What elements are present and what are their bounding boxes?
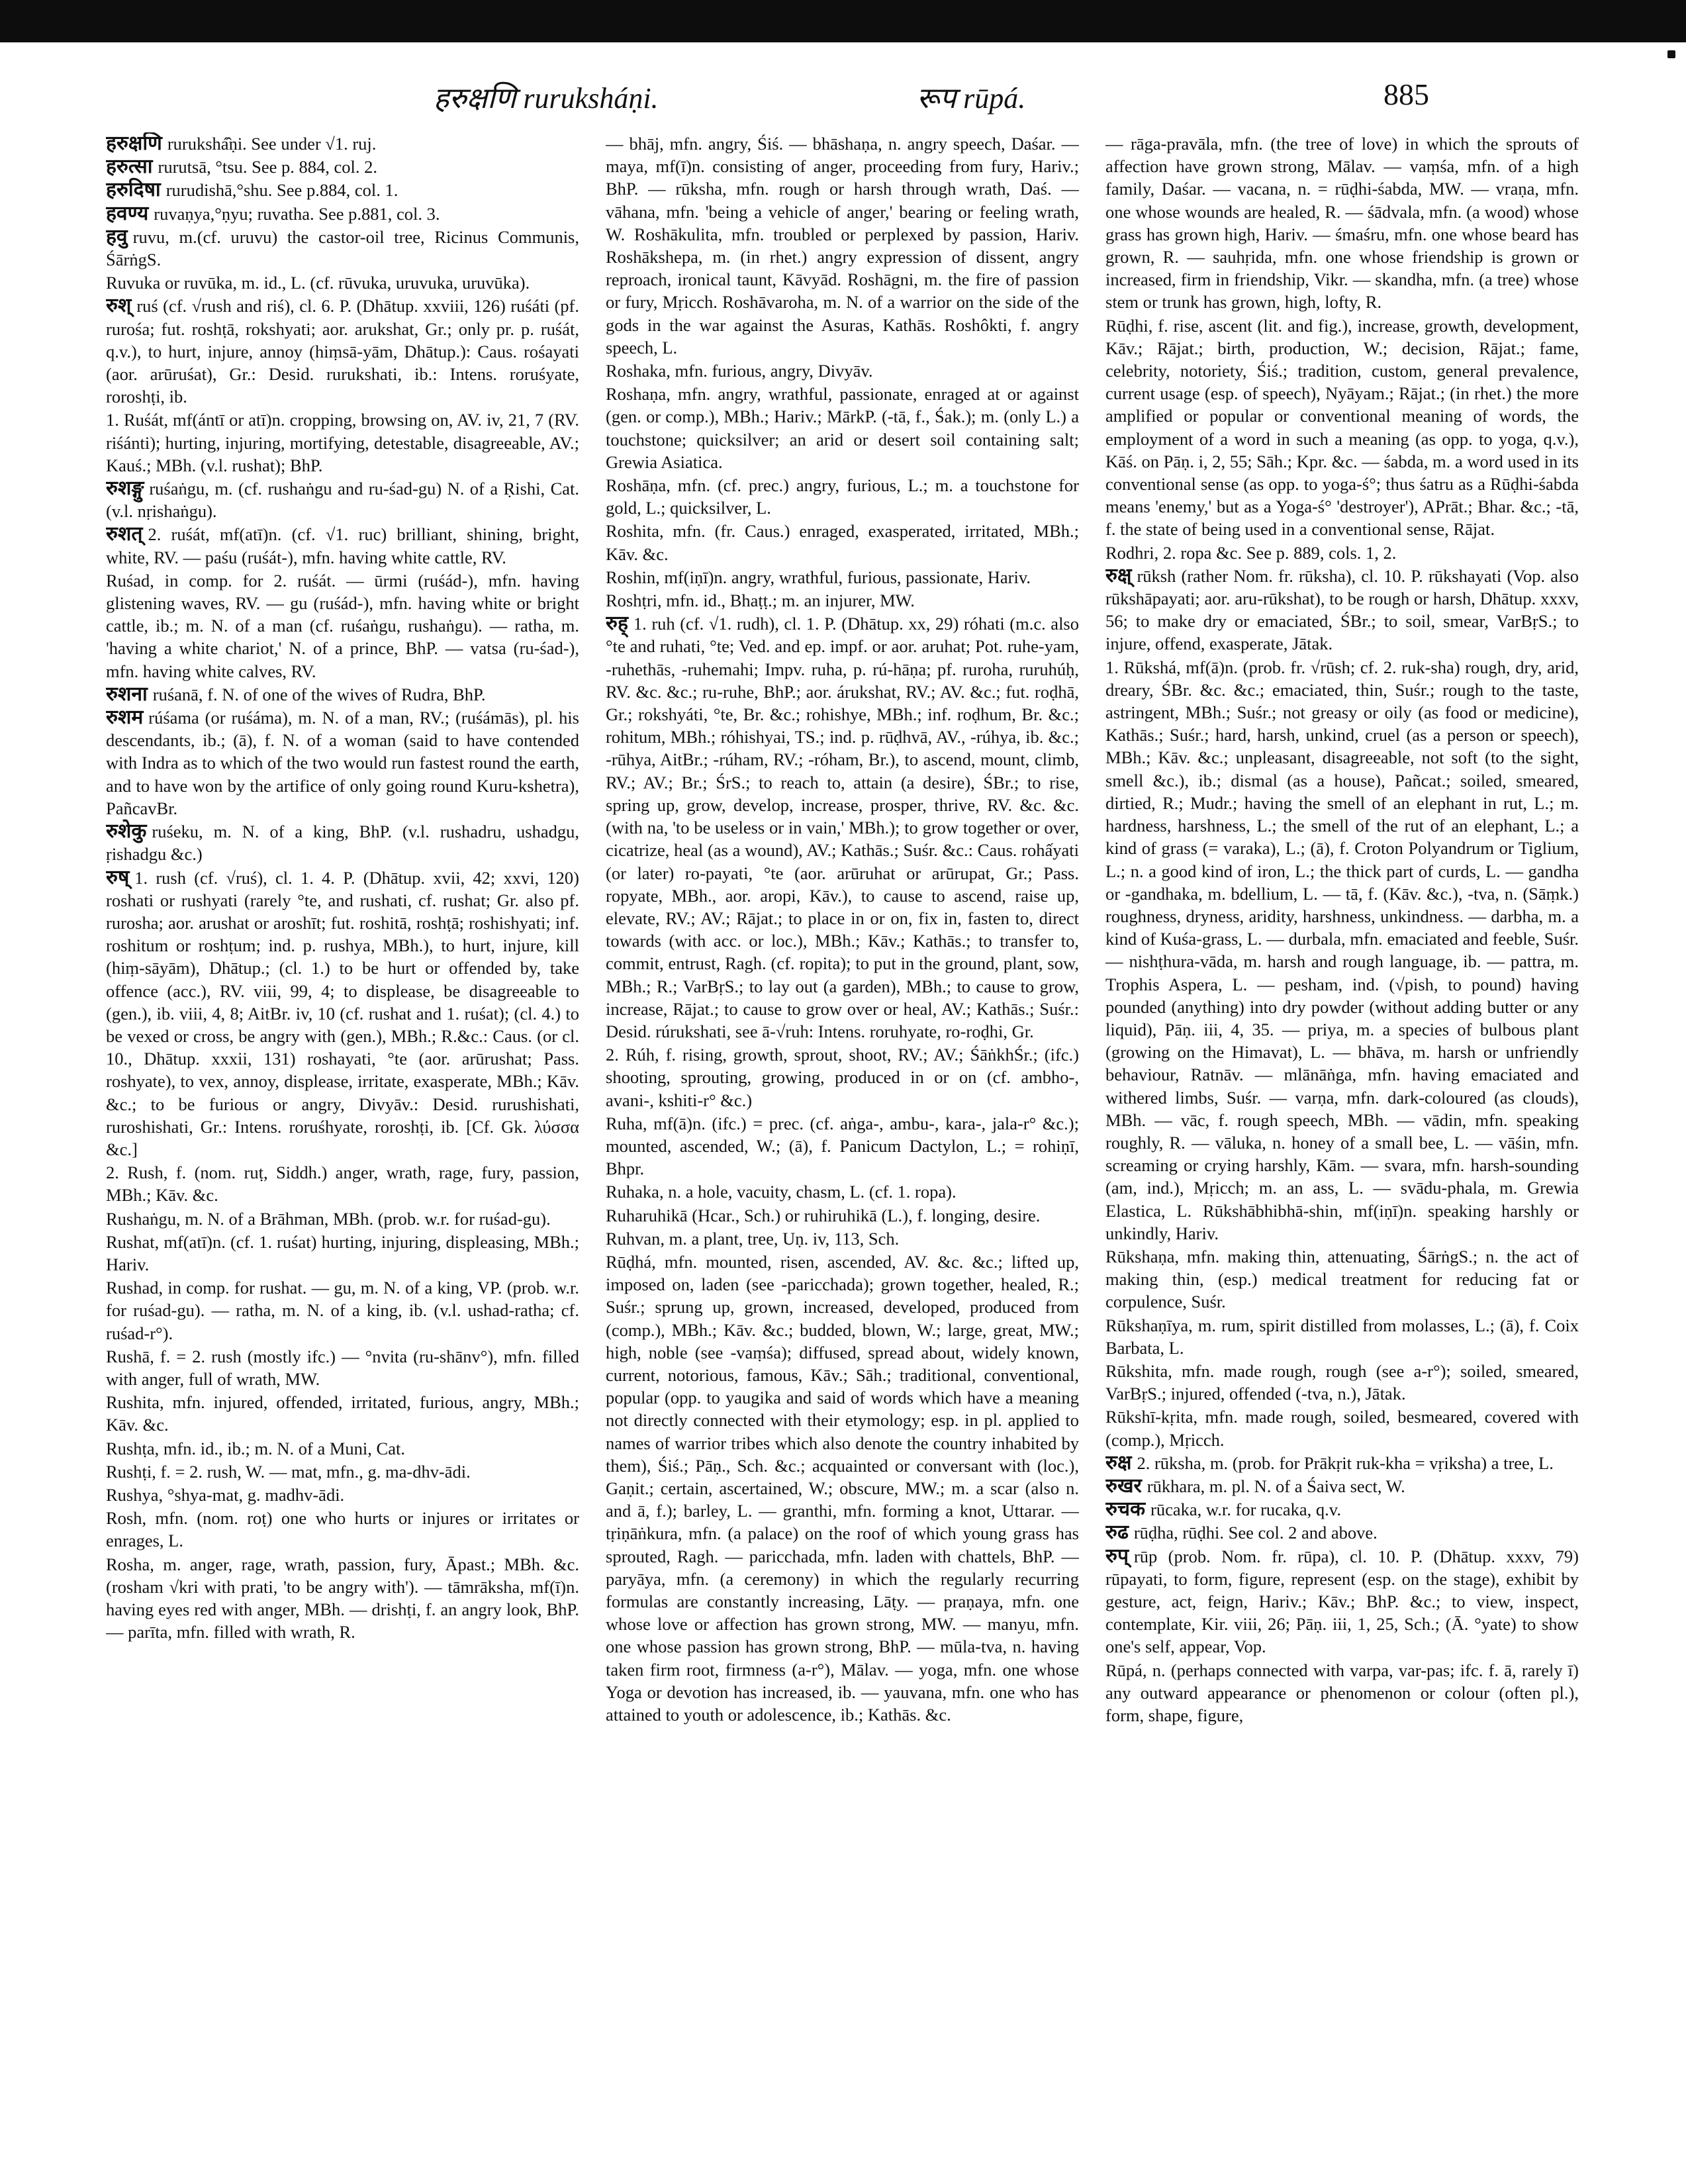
entry-text: rūksh (rather Nom. fr. rūksha), cl. 10. P. rūkshayati (Vop. also rūkshāpayati; aor. aru-rūkshat), to be rough or harsh, Dhātup. xxxv, 56; to make dry or emaciated, ŚBr.; to soil, smear, VarBṛS.; to injure, offend, exasperate, Jātak. (1105, 565, 1579, 654)
dictionary-entry (1105, 1360, 1579, 1405)
entry-text: rurudishā,°shu. See p.884, col. 1. (165, 180, 398, 201)
entry-text: Rushā, f. = 2. rush (mostly ifc.) — °nvita (ru-shānv°), mfn. filled with anger, full of wrath, MW. (106, 1346, 579, 1389)
entry-text: Rosh, mfn. (nom. roṭ) one who hurts or injures or irritates or enrages, L. (106, 1508, 579, 1551)
dictionary-entry (106, 1437, 579, 1460)
entry-headword-devanagari: रुशत् (106, 522, 143, 546)
dictionary-entry (1105, 1475, 1579, 1497)
dictionary-entry (1105, 1498, 1579, 1521)
entry-text: Rūḍhá, mfn. mounted, risen, ascended, AV. &c. &c.; lifted up, imposed on, laden (see -paricchada); grown together, healed, R.; Suśr.; sprung up, grown, increased, developed, produced from (comp.), MBh.; Kāv. &c.; budded, blown, W.; large, great, MW.; high, noble (see -vaṃśa); diffused, spread about, widely known, current, notorious, famous, Kāv.; Sāh.; traditional, conventional, popular (opp. to yaugika and said of words which have a meaning not directly connected with their etymology; esp. in pl. applied to names of warrior tribes which also denote the country inhabited by them), Śiś.; Pāṇ., Sch. &c.; acquainted or conversant with (loc.), Gaṇit.; certain, ascertained, W.; obscure, MW.; m. a scar (also n. and ā, f.); barley, L. — granthi, mfn. forming a knot, Uttarar. — tṛiṇāṅkura, mfn. (a palace) on the roof of which young grass has sprouted, Ragh. — paricchada, mfn. laden with chattels, BhP. — paryāya, mfn. (a ceremony) in which the regularly recurring formulas are constantly increasing, Lāṭy. — praṇaya, mfn. one whose love or affection has grown strong, MW. — manyu, mfn. one whose passion has grown strong, BhP. — mūla-tva, n. having taken firm root, firmness (a-r°), Mālav. — yoga, mfn. one whose Yoga or devotion has increased, ib. — yauvana, mfn. one who has attained to youth or adolescence, ib.; Kathās. &c. (606, 1251, 1079, 1725)
entry-text: rūp (prob. Nom. fr. rūpa), cl. 10. P. (Dhātup. xxxv, 79) rūpayati, to form, figure, represent (esp. on the stage), exhibit by gesture, act, feign, Hariv.; Kāv.; BhP. &c.; to view, inspect, contemplate, Kir. viii, 26; Pāṇ. iii, 1, 25, Sch.; (Ā. °yate) to show one's self, appear, Vop. (1105, 1546, 1579, 1657)
entry-headword-devanagari: रुह् (606, 612, 628, 636)
entry-text: 1. Ruśát, mf(ántī or atī)n. cropping, browsing on, AV. iv, 21, 7 (RV. riśánti); hurting, injuring, mortifying, detestable, disagreeable, AV.; Kauś.; MBh. (v.l. rushat); BhP. (106, 410, 579, 475)
dictionary-entry (1105, 1521, 1579, 1544)
dictionary-entry (106, 523, 579, 568)
dictionary-columns (106, 132, 1582, 2158)
entry-text: Rūkshaṇīya, m. rum, spirit distilled from molasses, L.; (ā), f. Coix Barbata, L. (1105, 1315, 1579, 1358)
entry-text: Roshaka, mfn. furious, angry, Divyāv. (606, 361, 873, 381)
dictionary-entry (106, 1460, 579, 1483)
entry-text: Rodhri, 2. ropa &c. See p. 889, cols. 1, 2. (1105, 542, 1397, 563)
entry-text: 1. rush (cf. √ruś), cl. 1. 4. P. (Dhātup. xvii, 42; xxvi, 120) roshati or rushyati (rarely °te, and rushati, cf. rushat; Gr. also pf. rurosha; aor. arushat or aroshīt; fut. roshitā, roshṭā; roshishyati; inf. roshitum or roshṭum; ind. p. rushya, MBh.), to hurt, injure, kill (hiṃ-sāyām), Dhātup.; (cl. 1.) to be hurt or offended by, take offence (acc.), RV. viii, 99, 4; to displease, be disagreeable to (gen.), ib. viii, 4, 8; AitBr. iv, 10 (cf. rushat and 1. ruśat); (cl. 4.) to be vexed or cross, be angry with (gen.), MBh.; R.&c.: Caus. (or cl. 10., Dhātup. xxxii, 131) roshayati, °te (aor. arūrushat; Pass. roshyate), to vex, annoy, displease, irritate, exasperate, MBh.; Kāv. &c.; to be furious or angry, Divyāv.: Desid. rurushishati, ruroshishati, Gr.: Intens. roruśhyate, roroshṭi, ib. [Cf. Gk. λύσσα &c.] (106, 867, 579, 1159)
page-number: 885 (1383, 77, 1429, 111)
entry-text: Rushat, mf(atī)n. (cf. 1. ruśat) hurting, injuring, displeasing, MBh.; Hariv. (106, 1231, 579, 1274)
dictionary-entry (1105, 1405, 1579, 1450)
dictionary-entry (1105, 1245, 1579, 1313)
entry-text: ruśanā, f. N. of one of the wives of Rudra, BhP. (152, 684, 486, 704)
entry-text: Ruśad, in comp. for 2. ruśát. — ūrmi (ruśád-), mfn. having glistening waves, RV. — gu (ruśád-), mfn. having white or bright cattle, ib.; m. N. of a man (cf. ruśaṅgu, rushaṅgu). — ratha, m. 'having a white chariot,' N. of a prince, BhP. — vatsa (ru-śad-), mfn. having white calves, RV. (106, 570, 579, 681)
dictionary-entry (1105, 1452, 1579, 1474)
dictionary-entry (606, 1251, 1079, 1726)
entry-headword-devanagari: रुशम (106, 706, 144, 730)
dictionary-entry (106, 1507, 579, 1552)
entry-text: Roshita, mfn. (fr. Caus.) enraged, exasperated, irritated, MBh.; Kāv. &c. (606, 521, 1079, 564)
dictionary-entry (106, 1484, 579, 1506)
dictionary-entry (106, 295, 579, 408)
dictionary-entry (1105, 132, 1579, 314)
entry-text: 2. rūksha, m. (prob. for Prākṛit ruk-kha = vṛiksha) a tree, L. (1137, 1452, 1554, 1473)
dictionary-entry (606, 1227, 1079, 1250)
dictionary-entry (606, 383, 1079, 473)
entry-headword-devanagari: रुखर (1105, 1474, 1142, 1497)
entry-text: Rushaṅgu, m. N. of a Brāhman, MBh. (prob. w.r. for ruśad-gu). (106, 1208, 551, 1229)
dictionary-entry (106, 408, 579, 477)
column-3 (1105, 132, 1579, 2158)
entry-text: Ruha, mf(ā)n. (ifc.) = prec. (cf. aṅga-, ambu-, kara-, jala-r° &c.); mounted, ascended, W.; (ā), f. Panicum Dactylon, L.; = rohiṇī, Bhpr. (606, 1113, 1079, 1179)
entry-text: rúśama (or ruśáma), m. N. of a man, RV.; (ruśámās), pl. his descendants, ib.; (ā), f. N. of a woman (said to have contended with Indra as to which of the two would run fastest round the earth, and to have won by the artifice of only going round Kuru-kshetra), PañcavBr. (106, 708, 579, 818)
entry-text: Roshaṇa, mfn. angry, wrathful, passionate, enraged at or against (gen. or comp.), MBh.; Hariv.; MārkP. (-tā, f., Śak.); m. (only L.) a touchstone; quicksilver; an arid or desert soil containing salt; Grewia Asiatica. (606, 384, 1079, 472)
running-head-center: रूप rūpá. (917, 82, 1026, 115)
entry-text: rūḍha, rūḍhi. See col. 2 and above. (1133, 1523, 1378, 1543)
entry-text: Rosha, m. anger, rage, wrath, passion, fury, Āpast.; MBh. &c. (rosham √kri with prati, 'to be angry with'). — tāmrāksha, mf(ī)n. having eyes red with anger, MBh. — drishṭi, f. an angry look, BhP. — parīta, mfn. filled with wrath, R. (106, 1554, 579, 1642)
entry-text: Rūkshī-kṛita, mfn. made rough, soiled, besmeared, covered with (comp.), Mṛicch. (1105, 1407, 1579, 1450)
entry-text: Rūkshaṇa, mfn. making thin, attenuating, ŚārṅgS.; n. the act of making thin, (esp.) medical treatment for reducing fat or corpulence, Suśr. (1105, 1246, 1579, 1312)
dictionary-entry (106, 1276, 579, 1345)
dictionary-entry (106, 1231, 579, 1276)
column-2 (606, 132, 1079, 2158)
entry-text: Rushṭa, mfn. id., ib.; m. N. of a Muni, Cat. (106, 1438, 405, 1458)
entry-headword-devanagari: रुचक (1105, 1497, 1146, 1521)
dictionary-entry (1105, 1545, 1579, 1658)
dictionary-entry (106, 226, 579, 271)
dictionary-entry (606, 612, 1079, 1043)
entry-text: Rushṭi, f. = 2. rush, W. — mat, mfn., g. ma-dhv-ādi. (106, 1461, 471, 1482)
entry-text: rurukshá̂ṇi. See under √1. ruj. (167, 134, 377, 154)
entry-headword-devanagari: हरुदिषा (106, 178, 161, 202)
dictionary-entry (106, 1208, 579, 1230)
dictionary-entry (606, 474, 1079, 519)
entry-text: ruśaṅgu, m. (cf. rushaṅgu and ru-śad-gu) N. of a Ṛishi, Cat. (v.l. nṛishaṅgu). (106, 479, 579, 522)
entry-text: Rushad, in comp. for rushat. — gu, m. N. of a king, VP. (prob. w.r. for ruśad-gu). — ratha, m. N. of a king, ib. (v.l. ushad-ratha; cf. ruśad-r°). (106, 1278, 579, 1343)
dictionary-entry (606, 1112, 1079, 1180)
dictionary-entry (106, 820, 579, 865)
entry-text: — bhāj, mfn. angry, Śiś. — bhāshaṇa, n. angry speech, Daśar. — maya, mf(ī)n. consisting of anger, proceeding from fury, Hariv.; BhP. — rūksha, mfn. rough or harsh through wrath, Daś. — vāhana, mfn. 'being a vehicle of anger,' bearing or feeling wrath, W. Roshākulita, mfn. troubled or perplexed by passion, Hariv. Roshākshepa, m. (in rhet.) angry expression of dissent, angry reproach, ironical taunt, Kāvyād. Roshāgni, m. the fire of passion or fury, Mṛicch. Roshāvaroha, m. N. of a warrior on the side of the gods in the war against the Asuras, Kathās. Roshôkti, f. angry speech, L. (606, 134, 1079, 357)
dictionary-entry (106, 683, 579, 706)
dictionary-entry (106, 1553, 579, 1644)
scan-top-border (0, 0, 1686, 42)
dictionary-entry (606, 1043, 1079, 1112)
entry-headword-devanagari: रुशङ्गु (106, 477, 144, 500)
dictionary-entry (106, 569, 579, 683)
entry-text: Rūkshita, mfn. made rough, rough (see a-r°); soiled, smeared, VarBṛS.; injured, offended (-tva, n.), Jātak. (1105, 1360, 1579, 1404)
dictionary-entry (1105, 1659, 1579, 1727)
entry-text: 2. Rúh, f. rising, growth, sprout, shoot, RV.; AV.; ŚāṅkhŚr.; (ifc.) shooting, sprouting, growing, produced in or on (cf. ambho-, avani-, kshiti-r° &c.) (606, 1045, 1079, 1110)
scan-top-gap (0, 42, 1686, 56)
entry-text: 1. ruh (cf. √1. rudh), cl. 1. P. (Dhātup. xx, 29) róhati (m.c. also °te and ruhati, °te; Ved. and ep. impf. or aor. aruhat; Pot. ruhe-yam, -ruhethās, -ruhemahi; Impv. ruha, p. rú-hāṇa; pf. ruroha, ruruhúḥ, RV. &c. &c.; ru-ruhe, BhP.; aor. árukshat, RV.; AV. &c.; fut. roḍhā, Gr.; rokshyáti, °te, Br. &c.; rohishye, MBh.; inf. roḍhum, Br. &c.; rohitum, MBh.; róhishyai, TS.; ind. p. rūḍhvā, AV., -rúhya, ib. &c.; -rūhya, AitBr.; -rúham, RV.; -róham, Br.), to ascend, mount, climb, RV.; AV.; Br.; ŚrS.; to reach to, attain (a desire), ŚBr.; to rise, spring up, grow, develop, increase, prosper, thrive, RV. &c. &c. (with na, 'to be useless or in vain,' MBh.); to grow together or over, cicatrize, heal (as a wound), AV.; Kathās.; Suśr. &c.: Caus. rohấyati (or later) ro-payati, °te (aor. arūruhat or arūrupat, Gr.; Pass. ropyate, MBh., aor. aropi, Kāv.), to cause to ascend, raise up, elevate, RV.; AV.; Rājat.; to place in or on, fix in, fasten to, direct towards (with acc. or loc.), MBh.; Kāv.; Kathās.; to transfer to, commit, entrust, Ragh. (cf. ropita); to put in the ground, plant, sow, MBh.; R.; VarBṛS.; to lay out (a garden), MBh.; to cause to grow, increase, Rājat.; to cause to grow over or heal, AV.; Kathās.; Suśr.: Desid. rúrukshati, see ā-√ruh: Intens. roruhyate, ro-roḍhi, Gr. (606, 614, 1079, 1041)
entry-text: Rushya, °shya-mat, g. madhv-ādi. (106, 1484, 345, 1505)
entry-text: rurutsā, °tsu. See p. 884, col. 2. (158, 157, 377, 177)
entry-headword-devanagari: रुप् (1105, 1544, 1129, 1568)
entry-text: ruvu, m.(cf. uruvu) the castor-oil tree, Ricinus Communis, ŚārṅgS. (106, 226, 579, 270)
entry-text: Roshṭri, mfn. id., Bhaṭṭ.; m. an injurer, MW. (606, 591, 915, 611)
dictionary-entry (106, 203, 579, 225)
entry-text: Ruvuka or ruvūka, m. id., L. (cf. rūvuka, uruvuka, uruvūka). (106, 273, 530, 293)
dictionary-entry (606, 1204, 1079, 1227)
entry-headword-devanagari: हरुक्षणि (106, 132, 162, 155)
entry-headword-devanagari: हवु (106, 224, 128, 248)
dictionary-entry (1105, 314, 1579, 541)
entry-headword-devanagari: रुशना (106, 682, 148, 706)
dictionary-entry (106, 156, 579, 178)
dictionary-entry (1105, 656, 1579, 1245)
entry-headword-devanagari: हरुत्सा (106, 155, 153, 179)
entry-headword-devanagari: रुढ (1105, 1521, 1129, 1544)
entry-headword-devanagari: रुक्ष् (1105, 563, 1132, 587)
entry-text: Roshāṇa, mfn. (cf. prec.) angry, furious, L.; m. a touchstone for gold, L.; quicksilver, L. (606, 475, 1079, 518)
entry-text: rūkhara, m. pl. N. of a Śaiva sect, W. (1147, 1476, 1405, 1496)
entry-text: Ruhaka, n. a hole, vacuity, chasm, L. (cf. 1. ropa). (606, 1182, 957, 1202)
dictionary-entry (606, 520, 1079, 565)
entry-text: Rūḍhi, f. rise, ascent (lit. and fig.), increase, growth, development, Kāv.; Rājat.; birth, production, W.; decision, Rājat.; fame, celebrity, notoriety, Śiś.; tradition, custom, general prevalence, current usage (esp. of speech), Nyāyam.; Rājat.; (in rhet.) the more amplified or popular or conventional meaning of words, the employment of a word in such a meaning (as opp. to yoga, q.v.), Kāś. on Pāṇ. i, 2, 55; Sāh.; Kpr. &c. — śabda, m. a word used in its conventional sense (as opp. to yoga-ś°; thus śatru as a Rūḍhi-śabda means 'enemy,' but as a Yoga-ś° 'destroyer'), APrāt.; Bhar. &c.; -tā, f. the state of being used in a conventional sense, Rājat. (1105, 315, 1579, 540)
entry-headword-devanagari: रुष् (106, 865, 130, 889)
entry-headword-devanagari: रुश् (106, 294, 132, 318)
dictionary-entry (1105, 565, 1579, 655)
entry-text: ruśeku, m. N. of a king, BhP. (v.l. rushadru, ushadgu, ṛishadgu &c.) (106, 822, 579, 865)
dictionary-entry (106, 867, 579, 1161)
dictionary-entry (106, 132, 579, 155)
dictionary-entry (106, 477, 579, 522)
entry-text: Ruhvan, m. a plant, tree, Uṇ. iv, 113, Sch. (606, 1228, 900, 1249)
entry-text: Ruharuhikā (Hcar., Sch.) or ruhiruhikā (L.), f. longing, desire. (606, 1205, 1041, 1225)
dictionary-entry (1105, 1314, 1579, 1359)
entry-text: 1. Rūkshá, mf(ā)n. (prob. fr. √rūsh; cf. 2. ruk-sha) rough, dry, arid, dreary, ŚBr. &c. &c.; emaciated, thin, Suśr.; rough to the taste, astringent, MBh.; Suśr.; not greasy or oily (as food or medicine), Kathās.; Suśr.; hard, harsh, unkind, cruel (as a person or speech), MBh.; Kāv. &c.; unpleasant, disagreeable, not soft (to the sight, smell &c.), ib.; dismal (as a house), Pañcat.; soiled, smeared, dirtied, R.; Mudr.; having the smell of an elephant in rut, L.; m. hardness, harshness, L.; the smell of the rut of an elephant, L.; a kind of grass (= varaka), L.; (ā), f. Croton Polyandrum or Tiglium, L.; n. a good kind of iron, L.; the thick part of curds, L. — gandha or -gandhaka, m. bdellium, L. — tā, f. (Kāv. &c.), -tva, n. (Sāṃk.) roughness, dryness, aridity, harshness, unkindness. — darbha, m. a kind of Kuśa-grass, L. — durbala, mfn. emaciated and feeble, Suśr. — nishṭhura-vāda, m. harsh and rough language, ib. — pattra, m. Trophis Aspera, L. — pesham, ind. (√pish, to pound) having pounded (anything) into dry powder (without adding butter or any liquid), Pāṇ. iii, 4, 35. — priya, m. a species of bulbous plant (growing on the Himavat), L. — bhāva, m. harsh or unfriendly behaviour, Ratnāv. — mlānāṅga, mfn. having emaciated and withered limbs, Suśr. — varṇa, mfn. dark-coloured (as clouds), MBh. — vāc, f. rough speech, MBh. — vādin, mfn. speaking roughly, R. — vāluka, n. honey of a small bee, L. — vāśin, mfn. screaming or crying harshly, Kām. — svara, mfn. harsh-sounding (am, ind.), Mṛicch; m. an ass, L. — svādu-phala, m. Grewia Elastica, L. Rūkshābhibhā-shin, mf(iṇī)n. speaking harshly or unkindly, Hariv. (1105, 657, 1579, 1243)
entry-text: — rāga-pravāla, mfn. (the tree of love) in which the sprouts of affection have grown strong, Mālav. — vaṃśa, mfn. of a high family, Daśar. — vacana, n. = rūḍhi-śabda, MW. — vraṇa, mfn. one whose wounds are healed, R. — śādvala, mfn. (a wood) whose grass has grown high, Hariv. — śmaśru, mfn. one whose beard has grown, R. — sauhṛida, mfn. one whose friendship is grown or increased, firm in friendship, Vikr. — skandha, mfn. (a tree) whose stem or trunk has grown, high, lofty, R. (1105, 134, 1579, 312)
entry-text: ruvaṇya,°ṇyu; ruvatha. See p.881, col. 3. (154, 203, 440, 224)
dictionary-entry (106, 179, 579, 201)
dictionary-entry (106, 1161, 579, 1206)
entry-headword-devanagari: हवण्य (106, 201, 149, 225)
column-1 (106, 132, 579, 2158)
running-head-left: हरुक्षणि ruruksháṇi. (434, 82, 659, 115)
entry-text: ruś (cf. √rush and riś), cl. 6. P. (Dhātup. xxviii, 126) ruśáti (pf. rurośa; fut. roshṭā, rokshyati; aor. arukshat, Gr.; only pr. p. ruśát, q.v.), to hurt, injure, annoy (hiṃsā-yām, Dhātup.): Caus. rośayati (aor. arūruśat), Gr.: Desid. rurukshati, ib.: Intens. roruśyate, roroshṭi, ib. (106, 296, 579, 407)
running-head (0, 77, 1686, 123)
entry-text: Rūpá, n. (perhaps connected with varpa, var-pas; ifc. f. ā, rarely ī) any outward appearance or phenomenon or colour (often pl.), form, shape, figure, (1105, 1660, 1579, 1726)
dictionary-entry (106, 271, 579, 294)
dictionary-entry (106, 1345, 579, 1390)
dictionary-entry (106, 706, 579, 820)
dictionary-entry (606, 1180, 1079, 1203)
entry-headword-devanagari: रुशेकु (106, 820, 147, 843)
scan-edge-mark (1667, 50, 1675, 58)
dictionary-entry (606, 359, 1079, 382)
dictionary-entry (606, 589, 1079, 612)
entry-text: Roshin, mf(iṇī)n. angry, wrathful, furious, passionate, Hariv. (606, 567, 1031, 587)
dictionary-entry (106, 1391, 579, 1436)
entry-text: rūcaka, w.r. for rucaka, q.v. (1150, 1499, 1341, 1520)
entry-text: 2. Rush, f. (nom. ruṭ, Siddh.) anger, wrath, rage, fury, passion, MBh.; Kāv. &c. (106, 1163, 579, 1206)
entry-text: 2. ruśát, mf(atī)n. (cf. √1. ruc) brilliant, shining, bright, white, RV. — paśu (ruśát-), mfn. having white cattle, RV. (106, 524, 579, 567)
dictionary-entry (606, 132, 1079, 359)
dictionary-entry (1105, 542, 1579, 564)
entry-text: Rushita, mfn. injured, offended, irritated, furious, angry, MBh.; Kāv. &c. (106, 1392, 579, 1435)
dictionary-entry (606, 566, 1079, 589)
entry-headword-devanagari: रुक्ष (1105, 1450, 1132, 1474)
